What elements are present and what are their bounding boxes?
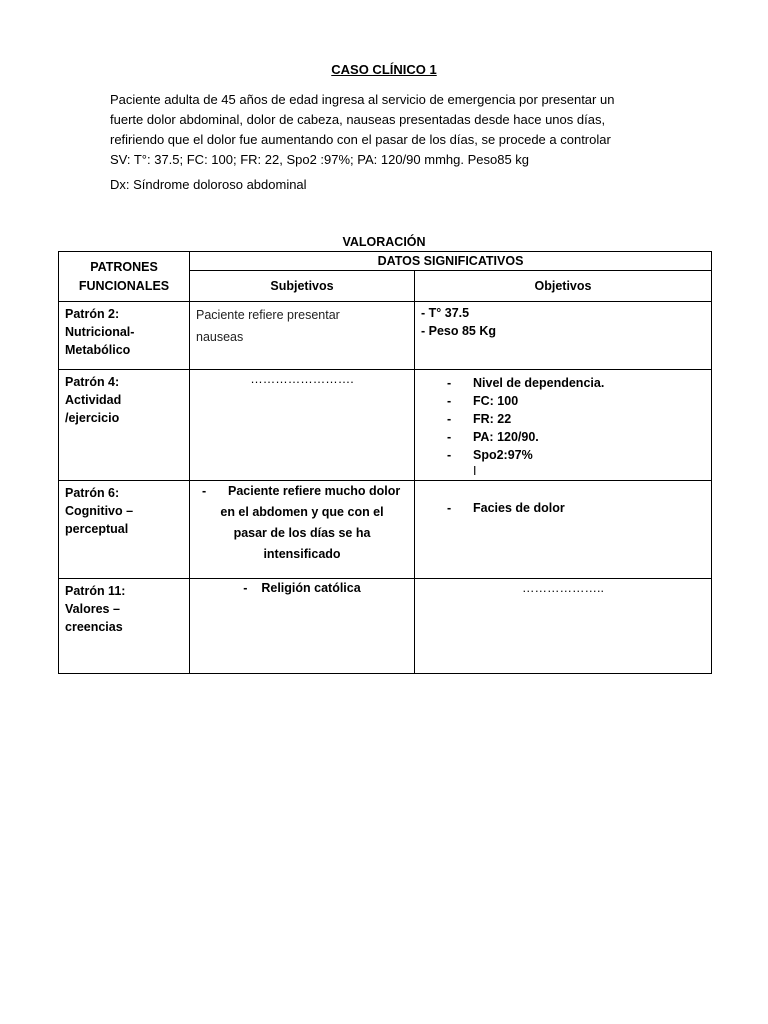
objetivo-item: - Nivel de dependencia.	[445, 374, 705, 392]
subjetivo-text: Paciente refiere mucho dolor	[228, 484, 401, 498]
intro-line: fuerte dolor abdominal, dolor de cabeza, nauseas presentadas desde hace unos días,	[110, 112, 606, 127]
patron-label: Patrón 6:	[65, 486, 120, 500]
header-patrones-line: PATRONES	[90, 259, 158, 274]
objetivo-cell	[415, 481, 712, 579]
diagnosis: Dx: Síndrome doloroso abdominal	[110, 177, 307, 192]
header-subjetivos: Subjetivos	[190, 271, 415, 302]
header-datos-significativos: DATOS SIGNIFICATIVOS	[190, 252, 712, 271]
case-title: CASO CLÍNICO 1	[331, 62, 437, 77]
objetivo-item: - FC: 100	[445, 392, 705, 410]
table-row	[59, 481, 712, 579]
patron-label: creencias	[65, 620, 123, 634]
header-objetivos: Objetivos	[415, 271, 712, 302]
patron-label: Actividad	[65, 393, 122, 407]
patron-label: Patrón 2:	[65, 307, 120, 321]
patron-cell	[59, 481, 190, 579]
patron-label: Metabólico	[65, 343, 131, 357]
intro-line: refiriendo que el dolor fue aumentando con el pasar de los días, se procede a controlar	[110, 132, 611, 147]
patron-label: perceptual	[65, 522, 129, 536]
patron-label: Patrón 11:	[65, 584, 126, 598]
subjetivo-text: nauseas	[196, 330, 244, 344]
valoracion-title: VALORACIÓN	[342, 235, 426, 249]
subjetivo-text: Paciente refiere presentar	[196, 308, 340, 322]
case-description	[110, 90, 670, 170]
subjetivo-cell: …………………….	[190, 370, 415, 481]
subjetivo-item: - Religión católica	[243, 581, 361, 595]
header-patrones	[59, 252, 190, 302]
patron-label: Nutricional-	[65, 325, 135, 339]
text-cursor-mark: I	[473, 464, 477, 478]
patron-cell	[59, 302, 190, 370]
objetivo-cell: ………………..	[415, 579, 712, 674]
patron-cell	[59, 370, 190, 481]
objetivo-item: - PA: 120/90.	[445, 428, 705, 446]
objetivo-item: - FR: 22	[445, 410, 705, 428]
objetivo-item: - T° 37.5	[421, 306, 470, 320]
objetivo-item: - Peso 85 Kg	[421, 324, 497, 338]
subjetivo-text: pasar de los días se ha	[233, 526, 371, 540]
objetivo-item: - Facies de dolor	[445, 499, 705, 517]
table-row	[59, 302, 712, 370]
objetivo-item: - Spo2:97%	[445, 446, 705, 464]
patron-label: Valores –	[65, 602, 120, 616]
subjetivo-text: intensificado	[263, 547, 341, 561]
objetivo-list	[445, 374, 705, 464]
table-row	[59, 579, 712, 674]
subjetivo-cell	[190, 302, 415, 370]
subjetivo-text: en el abdomen y que con el	[220, 505, 384, 519]
patron-label: Patrón 4:	[65, 375, 120, 389]
objetivo-cell	[415, 302, 712, 370]
header-patrones-line: FUNCIONALES	[78, 278, 170, 293]
subjetivo-item: - Paciente refiere mucho dolor	[202, 484, 401, 498]
patron-label: Cognitivo –	[65, 504, 134, 518]
table-row	[59, 370, 712, 481]
objetivo-cell	[415, 370, 712, 481]
objetivo-list	[445, 499, 705, 517]
subjetivo-cell	[190, 481, 415, 579]
patron-label: /ejercicio	[65, 411, 120, 425]
patron-cell	[59, 579, 190, 674]
intro-line: Paciente adulta de 45 años de edad ingresa al servicio de emergencia por presentar un	[110, 92, 615, 107]
subjetivo-cell	[190, 579, 415, 674]
valoracion-table	[58, 251, 712, 674]
subjetivo-text: Religión católica	[261, 581, 361, 595]
intro-line: SV: T°: 37.5; FC: 100; FR: 22, Spo2 :97%; PA: 120/90 mmhg. Peso85 kg	[110, 152, 530, 167]
